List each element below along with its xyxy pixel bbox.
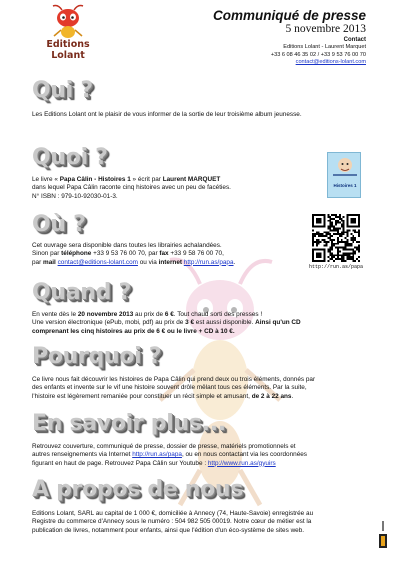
press-header (213, 8, 366, 67)
ant-logo-icon (48, 4, 88, 40)
ou-web-link[interactable]: http://run.as/papa (183, 258, 234, 266)
contact-names: Editions Lolant - Laurent Marquet (283, 44, 366, 50)
book-cover-image (327, 152, 361, 198)
ou-email-link[interactable]: contact@editions-lolant.com (57, 258, 138, 266)
side-stamp-icon (378, 520, 388, 550)
youtube-link[interactable]: http://www.run.as/gyuirs (207, 459, 276, 467)
heading-en-savoir-plus: En savoir plus... (32, 411, 226, 436)
savoir-text: Retrouvez couverture, communiqué de presse, dossier de presse, matériels promotionnels et autres renseignements via Internet http://run.as/papa, ou en nous contactant via les coordonnées figurant en haut de page. Retrouvez Papa Câlin sur Youtube : http://www.run.as/gyuirs (32, 443, 307, 467)
document-date: 5 novembre 2013 (285, 23, 366, 35)
logo-text: Editions Lolant (46, 39, 90, 61)
pourquoi-text: Ce livre nous fait découvrir les histoires de Papa Câlin qui prend deux ou trois éléments, donnés par des enfants et invente sur le vif une histoire souvent drôle mêlant tous ces éléments. Par la suite, l'histoire est légèrement remaniée pour constituer un récit simple et amusant, de 2 à 22 ans. (32, 376, 316, 400)
papa-calin-cover-illustration-icon (328, 153, 362, 181)
heading-qui: Qui ? (32, 78, 93, 103)
apropos-text: Editions Lolant, SARL au capital de 1 000 €, domiciliée à Annecy (74, Haute-Savoie) enregistrée au Registre du commerce d'Annecy sous le numéro : 504 982 505 00019. Notre cœur de métier est la publication de livres, notamment pour enfants, ainsi que l'édition d'un éco-système de sites web. (32, 510, 314, 534)
book-title: Papa Câlin - Histoires 1 (59, 176, 131, 183)
qui-text: Les Editions Lolant ont le plaisir de vous informer de la sortie de leur troisième album jeunesse. (32, 111, 302, 118)
heading-quand: Quand ? (32, 280, 131, 305)
heading-a-propos: A propos de nous (32, 477, 244, 502)
contact-label: Contact (343, 37, 366, 43)
quand-text: En vente dès le 20 novembre 2013 au prix de 6 €. Tout chaud sorti des presses ! Une version électronique (ePub, mobi, pdf) au prix de 3 € est aussi disponible. Ainsi qu'un CD comprenant les cinq histoires au prix de 6 € ou le livre + CD à 10 €. (32, 311, 301, 335)
ou-text: Cet ouvrage sera disponible dans toutes les librairies achalandées. Sinon par téléphone +33 9 53 76 00 70, par fax +33 9 58 76 00 70, par mail contact@editions-lolant.com ou via internet http://run.as/papa. (32, 242, 236, 266)
document-title: Communiqué de presse (212, 8, 366, 23)
book-cover-title: Histoires 1 (333, 183, 357, 188)
contact-email-link[interactable]: contact@editions-lolant.com (295, 59, 366, 65)
qr-code[interactable] (312, 214, 360, 262)
heading-pourquoi: Pourquoi ? (32, 344, 162, 369)
author-name: Laurent MARQUET (162, 176, 221, 183)
heading-quoi: Quoi ? (32, 145, 108, 170)
savoir-web-link[interactable]: http://run.as/papa (132, 451, 182, 459)
heading-ou: Où ? (32, 212, 86, 237)
quoi-text: Le livre « Papa Câlin - Histoires 1 » écrit par Laurent MARQUET dans lequel Papa Câlin raconte cinq histoires avec un peu de facéties. N° ISBN : 979-10-92030-01-3. (32, 176, 312, 201)
isbn: N° ISBN : 979-10-92030-01-3. (32, 192, 118, 200)
contact-phones: +33 6 08 46 35 02 / +33 9 53 76 00 70 (270, 51, 366, 58)
publisher-logo (28, 4, 108, 61)
qr-url: http://run.as/papa (309, 264, 364, 270)
